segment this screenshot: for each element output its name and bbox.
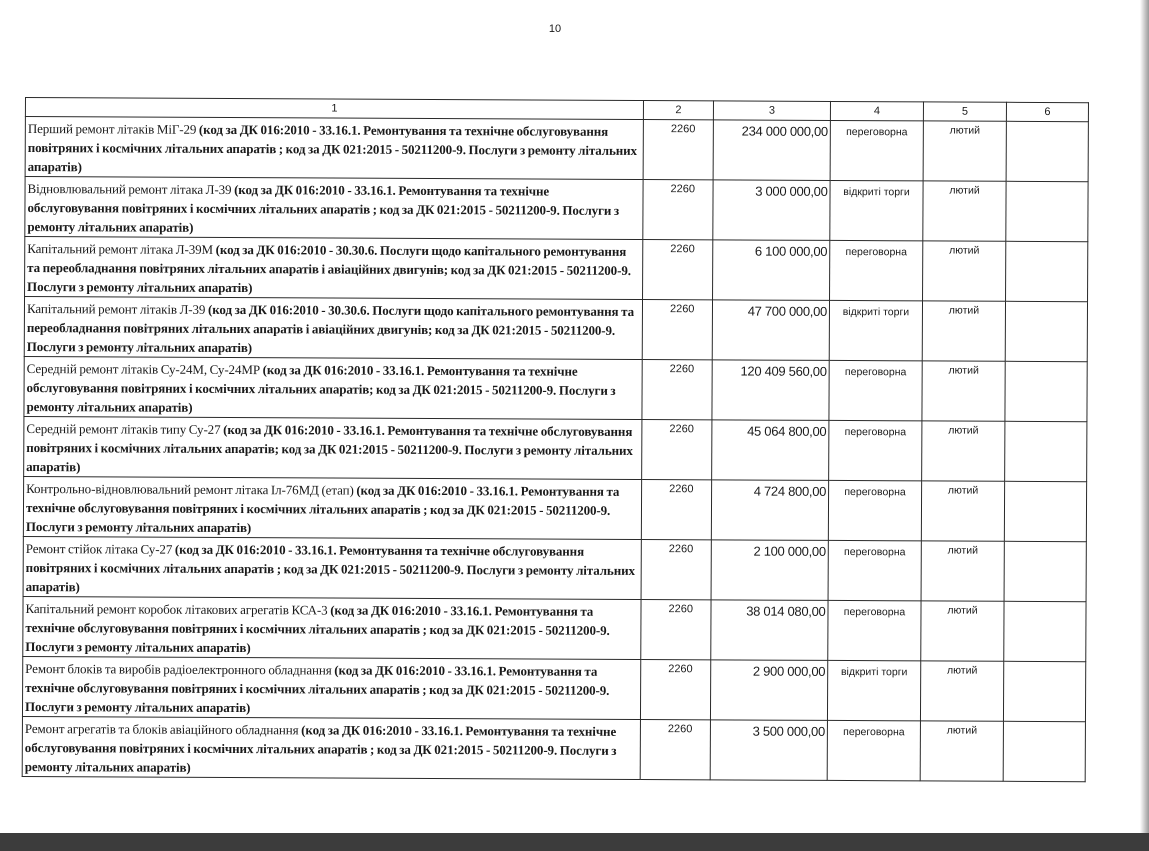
procurement-procedure: відкриті торги bbox=[829, 300, 922, 360]
item-description bbox=[25, 177, 643, 240]
item-name: Контрольно-відновлювальний ремонт літака Іл-76МД (етап) bbox=[26, 481, 357, 498]
item-classification-codes: (код за ДК 016:2010 - 33.16.1. Ремонтування та технічне обслуговування повітряних і космічних літальних апаратів ; код за ДК 021:2015 - 50211200-9. Послуги з ремонту літальних апаратів) bbox=[27, 121, 638, 175]
start-month: лютий bbox=[921, 541, 1004, 601]
expected-amount: 3 000 000,00 bbox=[713, 180, 830, 241]
table-row bbox=[25, 117, 1088, 182]
procurement-procedure: переговорна bbox=[828, 540, 921, 600]
start-month: лютий bbox=[922, 361, 1005, 421]
kekv-code: 2260 bbox=[643, 180, 713, 240]
note-cell bbox=[1004, 481, 1086, 541]
page-number: 10 bbox=[548, 23, 562, 35]
procurement-procedure: переговорна bbox=[829, 360, 922, 420]
expected-amount: 45 064 800,00 bbox=[712, 420, 829, 481]
start-month: лютий bbox=[920, 661, 1003, 721]
item-description bbox=[25, 117, 643, 180]
item-description bbox=[23, 476, 641, 539]
table-row bbox=[25, 177, 1088, 242]
kekv-code: 2260 bbox=[641, 540, 711, 600]
procurement-procedure: переговорна bbox=[830, 120, 923, 180]
note-cell bbox=[1004, 601, 1086, 661]
expected-amount: 6 100 000,00 bbox=[713, 240, 830, 301]
column-header-2: 2 bbox=[643, 101, 713, 120]
item-name: Ремонт стійок літака Су-27 bbox=[25, 541, 175, 557]
item-name: Перший ремонт літаків МіГ-29 bbox=[27, 121, 199, 137]
item-classification-codes: (код за ДК 016:2010 - 33.16.1. Ремонтування та технічне обслуговування повітряних і космічних літальних апаратів ; код за ДК 021:2015 - 50211200-9. Послуги з ремонту літальних апаратів) bbox=[24, 722, 617, 775]
kekv-code: 2260 bbox=[640, 720, 710, 780]
procurement-table bbox=[22, 97, 1089, 782]
table-row bbox=[23, 536, 1086, 601]
column-header-5: 5 bbox=[923, 102, 1006, 121]
kekv-code: 2260 bbox=[642, 360, 712, 420]
item-description bbox=[24, 356, 642, 419]
bottom-bar bbox=[0, 833, 1149, 851]
procurement-procedure: відкриті торги bbox=[827, 660, 920, 720]
table-row bbox=[25, 237, 1088, 302]
start-month: лютий bbox=[922, 421, 1005, 481]
item-description bbox=[22, 716, 640, 779]
start-month: лютий bbox=[923, 181, 1006, 241]
note-cell bbox=[1006, 121, 1088, 181]
expected-amount: 47 700 000,00 bbox=[712, 300, 829, 361]
item-classification-codes: (код за ДК 016:2010 - 33.16.1. Ремонтування та технічне обслуговування повітряних і космічних літальних апаратів ; код за ДК 021:2015 - 50211200-9. Послуги з ремонту літальних апаратів) bbox=[25, 541, 635, 595]
item-description bbox=[25, 237, 643, 300]
note-cell bbox=[1006, 181, 1088, 241]
item-classification-codes: (код за ДК 016:2010 - 33.16.1. Ремонтування та технічне обслуговування повітряних і космічних літальних апаратів ; код за ДК 021:2015 - 50211200-9. Послуги з ремонту літальних апаратів) bbox=[25, 602, 610, 656]
item-name: Ремонт блоків та виробів радіоелектронного обладнання bbox=[25, 661, 335, 678]
item-classification-codes: (код за ДК 016:2010 - 33.16.1. Ремонтування та технічне обслуговування повітряних і космічних літальних апаратів; код за ДК 021:2015 - 50211200-9. Послуги з ремонту літальних апаратів) bbox=[26, 362, 616, 415]
start-month: лютий bbox=[922, 301, 1005, 361]
procurement-procedure: переговорна bbox=[827, 720, 920, 780]
note-cell bbox=[1004, 541, 1086, 601]
column-header-3: 3 bbox=[713, 101, 830, 121]
item-name: Середній ремонт літаків типу Су-27 bbox=[26, 421, 224, 437]
table-row bbox=[24, 356, 1087, 421]
note-cell bbox=[1003, 721, 1085, 781]
table-row bbox=[23, 596, 1086, 661]
item-name: Капітальний ремонт літаків Л-39 bbox=[26, 301, 209, 317]
column-header-1: 1 bbox=[25, 98, 643, 120]
note-cell bbox=[1006, 241, 1088, 301]
item-classification-codes: (код за ДК 016:2010 - 33.16.1. Ремонтування та технічне обслуговування повітряних і космічних літальних апаратів ; код за ДК 021:2015 - 50211200-9. Послуги з ремонту літальних апаратів) bbox=[27, 182, 620, 235]
note-cell bbox=[1003, 661, 1085, 721]
procurement-procedure: переговорна bbox=[828, 600, 921, 660]
note-cell bbox=[1005, 421, 1087, 481]
note-cell bbox=[1005, 301, 1087, 361]
item-description bbox=[24, 416, 642, 479]
start-month: лютий bbox=[921, 601, 1004, 661]
expected-amount: 234 000 000,00 bbox=[713, 120, 830, 181]
kekv-code: 2260 bbox=[642, 420, 712, 480]
item-classification-codes: (код за ДК 016:2010 - 33.16.1. Ремонтування та технічне обслуговування повітряних і космічних літальних апаратів; код за ДК 021:2015 - 50211200-9. Послуги з ремонту літальних апаратів) bbox=[26, 421, 633, 475]
item-name: Капітальний ремонт коробок літакових агрегатів КСА-3 bbox=[25, 601, 331, 618]
scan-edge-shadow bbox=[1140, 0, 1149, 833]
kekv-code: 2260 bbox=[641, 600, 711, 660]
item-name: Ремонт агрегатів та блоків авіаційного обладнання bbox=[24, 721, 302, 738]
item-classification-codes: (код за ДК 016:2010 - 33.16.1. Ремонтування та технічне обслуговування повітряних і космічних літальних апаратів ; код за ДК 021:2015 - 50211200-9. Послуги з ремонту літальних апаратів) bbox=[24, 662, 610, 716]
expected-amount: 4 724 800,00 bbox=[711, 480, 828, 541]
expected-amount: 38 014 080,00 bbox=[711, 600, 828, 661]
item-classification-codes: (код за ДК 016:2010 - 30.30.6. Послуги щодо капітального ремонтування та переобладнання повітряних літальних апаратів і авіаційних двигунів; код за ДК 021:2015 - 50211200-9. Послуги з ремонту літальних апаратів) bbox=[27, 241, 631, 296]
kekv-code: 2260 bbox=[640, 660, 710, 720]
item-description bbox=[23, 596, 641, 659]
kekv-code: 2260 bbox=[642, 300, 712, 360]
start-month: лютий bbox=[923, 241, 1006, 301]
start-month: лютий bbox=[920, 721, 1003, 781]
table-row bbox=[24, 416, 1087, 481]
expected-amount: 2 900 000,00 bbox=[710, 660, 827, 721]
procurement-procedure: переговорна bbox=[830, 240, 923, 300]
start-month: лютий bbox=[923, 121, 1006, 181]
kekv-code: 2260 bbox=[641, 480, 711, 540]
kekv-code: 2260 bbox=[643, 240, 713, 300]
table-row bbox=[22, 656, 1085, 721]
item-description bbox=[23, 536, 641, 599]
expected-amount: 3 500 000,00 bbox=[710, 720, 827, 781]
table-row bbox=[22, 716, 1085, 781]
kekv-code: 2260 bbox=[643, 120, 713, 180]
expected-amount: 2 100 000,00 bbox=[711, 540, 828, 601]
start-month: лютий bbox=[921, 481, 1004, 541]
procurement-procedure: відкриті торги bbox=[830, 180, 923, 240]
procurement-procedure: переговорна bbox=[828, 480, 921, 540]
item-description bbox=[24, 297, 642, 360]
item-description bbox=[22, 656, 640, 719]
expected-amount: 120 409 560,00 bbox=[712, 360, 829, 421]
procurement-procedure: переговорна bbox=[829, 420, 922, 480]
column-header-4: 4 bbox=[830, 101, 923, 120]
table-row bbox=[24, 297, 1087, 362]
item-classification-codes: (код за ДК 016:2010 - 30.30.6. Послуги щодо капітального ремонтування та переобладнання повітряних літальних апаратів і авіаційних двигунів; код за ДК 021:2015 - 50211200-9. Послуги з ремонту літальних апаратів) bbox=[26, 301, 635, 356]
note-cell bbox=[1005, 361, 1087, 421]
item-classification-codes: (код за ДК 016:2010 - 33.16.1. Ремонтування та технічне обслуговування повітряних і космічних літальних апаратів ; код за ДК 021:2015 - 50211200-9. Послуги з ремонту літальних апаратів) bbox=[25, 482, 620, 536]
item-name: Капітальний ремонт літака Л-39М bbox=[27, 241, 216, 257]
table-row bbox=[23, 476, 1086, 541]
column-header-6: 6 bbox=[1006, 102, 1088, 121]
item-name: Середній ремонт літаків Су-24М, Су-24МР bbox=[26, 361, 263, 378]
item-name: Відновлювальний ремонт літака Л-39 bbox=[27, 181, 235, 198]
